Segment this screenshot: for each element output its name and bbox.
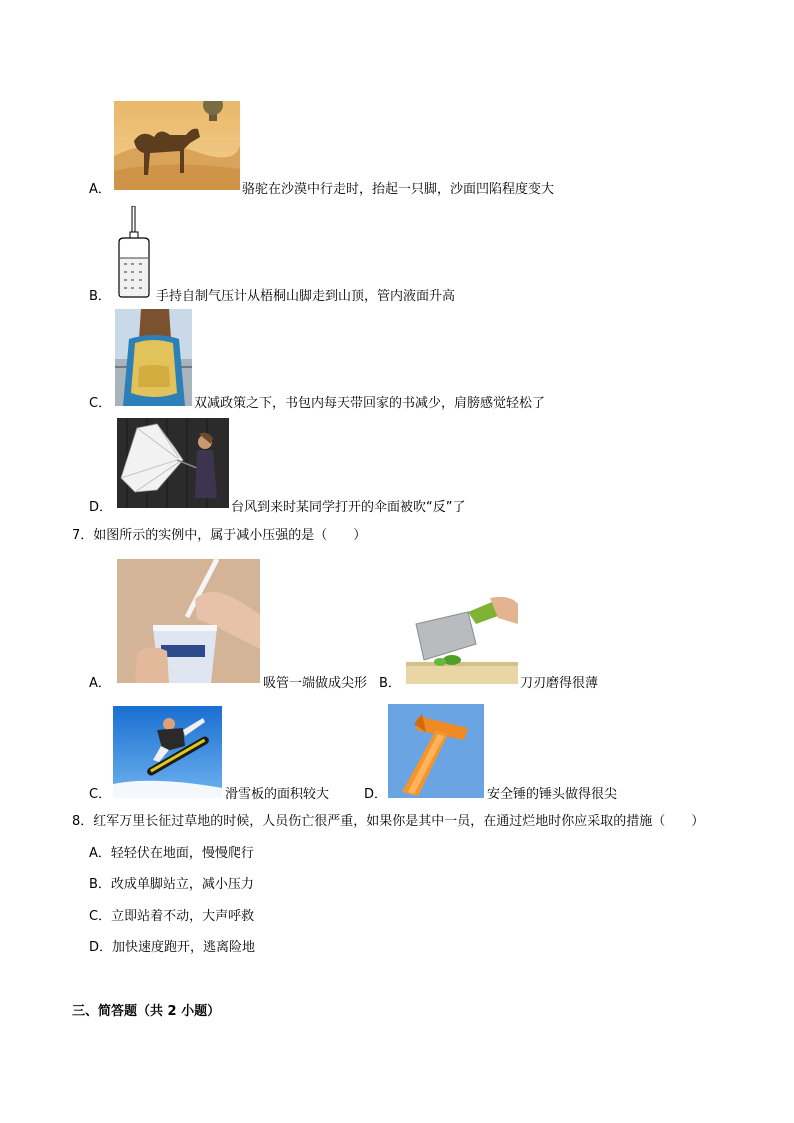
option-letter: A．: [89, 676, 111, 691]
option-text: 轻轻伏在地面，慢慢爬行: [110, 846, 254, 861]
straw-cup-image: [117, 559, 260, 683]
option-letter: D．: [89, 500, 113, 515]
umbrella-wind-image: [117, 418, 229, 508]
section-heading: 三、简答题（共 2 小题）: [72, 1004, 221, 1019]
option-letter: A．: [89, 846, 111, 861]
option-text: 滑雪板的面积较大: [225, 787, 330, 802]
backpack-student-image: [115, 309, 192, 406]
option-letter: B．: [89, 289, 111, 304]
question-7-stem: 7．如图所示的实例中，属于减小压强的是（ ）: [72, 528, 367, 543]
option-text: 吸管一端做成尖形: [263, 676, 368, 691]
option-letter: C．: [89, 396, 112, 411]
option-text: 手持自制气压计从梧桐山脚走到山顶，管内液面升高: [156, 289, 456, 304]
option-letter: D．: [364, 787, 388, 802]
option-text: 台风到来时某同学打开的伞面被吹“反”了: [231, 500, 466, 515]
option-letter: C．: [89, 909, 112, 924]
snowboard-image: [113, 706, 222, 798]
knife-cutting-image: [406, 594, 518, 684]
option-text: 安全锤的锤头做得很尖: [487, 787, 618, 802]
option-letter: A．: [89, 182, 111, 197]
option-letter: C．: [89, 787, 112, 802]
safety-hammer-image: [388, 704, 484, 798]
question-8-stem: 8．红军万里长征过草地的时候，人员伤亡很严重，如果你是其中一员，在通过烂地时你应采取的措施（ ）: [72, 814, 705, 829]
option-text: 骆驼在沙漠中行走时，抬起一只脚，沙面凹陷程度变大: [242, 182, 555, 197]
option-text: 双减政策之下，书包内每天带回家的书减少，肩膀感觉轻松了: [194, 396, 546, 411]
option-letter: B．: [379, 676, 401, 691]
option-text: 立即站着不动，大声呼救: [111, 909, 255, 924]
option-text: 改成单脚站立，减小压力: [110, 877, 254, 892]
option-letter: B．: [89, 877, 111, 892]
option-d: [89, 940, 255, 956]
option-c: [89, 909, 254, 925]
option-text: 刀刃磨得很薄: [520, 676, 599, 691]
option-text: 加快速度跑开，逃离险地: [112, 940, 256, 955]
option-letter: D．: [89, 940, 113, 955]
barometer-bottle-image: [114, 206, 154, 298]
option-b: [89, 877, 254, 893]
option-a: [89, 846, 254, 862]
camel-desert-image: [114, 101, 240, 190]
